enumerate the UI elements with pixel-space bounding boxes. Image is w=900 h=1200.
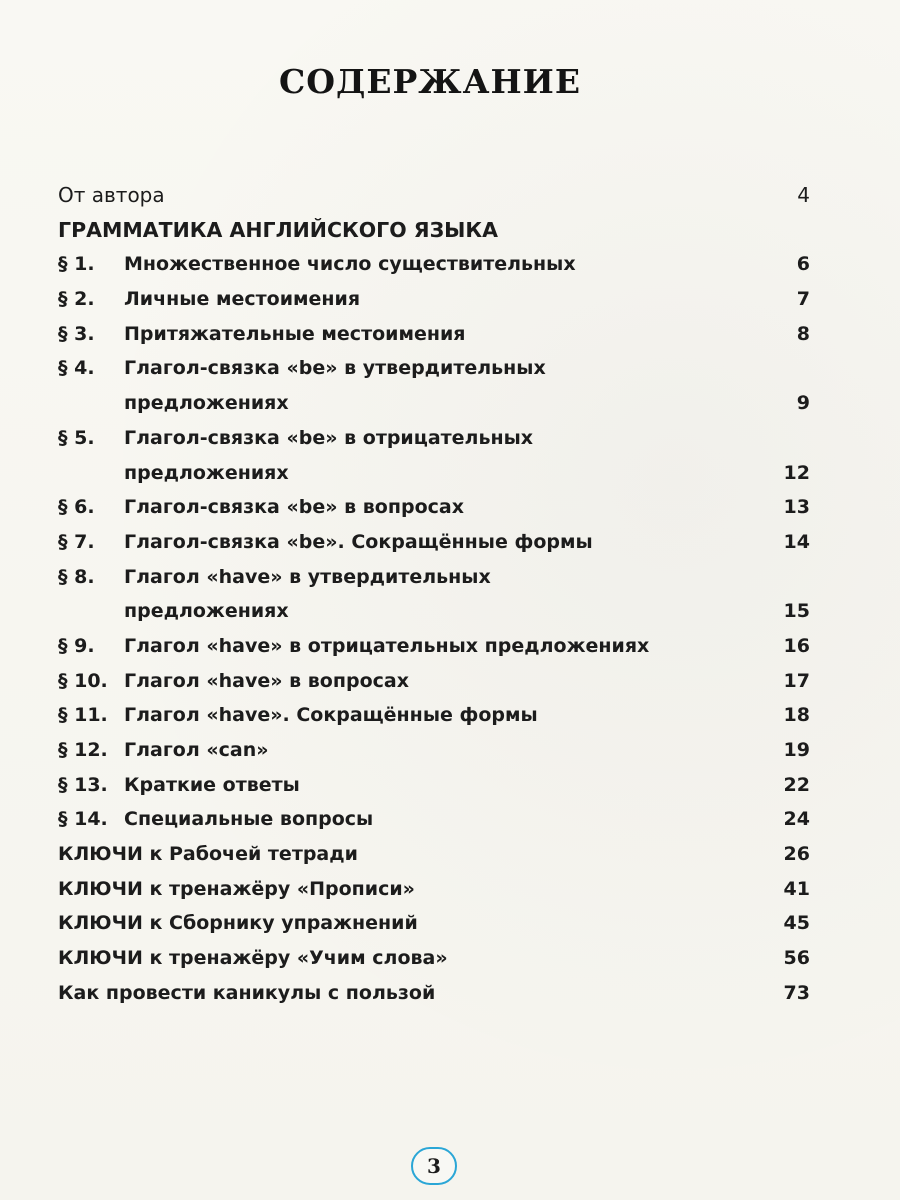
toc-entry-title: предложениях xyxy=(124,392,289,415)
toc-page-number: 73 xyxy=(783,981,810,1004)
page-title: СОДЕРЖАНИЕ xyxy=(278,62,581,101)
toc-page-number: 18 xyxy=(783,704,810,727)
toc-entry-title: Множественное число существительных xyxy=(124,253,576,276)
toc-entry-title: Глагол «have» в утвердительных xyxy=(124,565,491,588)
toc-section-number: § 11. xyxy=(58,704,108,727)
toc-page-number: 6 xyxy=(796,253,810,276)
toc-section-number: § 14. xyxy=(58,808,108,831)
toc-row xyxy=(58,351,810,386)
toc-section-number: § 9. xyxy=(58,634,95,657)
toc-page-number: 56 xyxy=(783,947,810,970)
toc-entry-title: КЛЮЧИ к Сборнику упражнений xyxy=(58,912,418,935)
toc-row xyxy=(58,421,810,456)
toc-section-number: § 12. xyxy=(58,739,108,761)
toc-section-number: § 1. xyxy=(58,253,95,276)
toc-section-number: § 2. xyxy=(58,288,95,311)
toc-entry-title: Краткие ответы xyxy=(124,773,300,796)
toc-leader-dots xyxy=(597,525,780,545)
toc-leader-dots xyxy=(468,490,780,510)
toc-row xyxy=(58,733,810,768)
toc-page-number: 16 xyxy=(783,634,810,657)
toc-entry-title: Как провести каникулы с пользой xyxy=(58,981,436,1004)
toc-section-number: § 7. xyxy=(58,530,95,553)
toc-page-number: 41 xyxy=(783,877,810,900)
toc-page-number: 17 xyxy=(783,669,810,692)
toc-row xyxy=(58,560,810,595)
toc-leader-dots xyxy=(580,247,784,267)
toc-leader-dots xyxy=(470,317,784,337)
toc-row xyxy=(58,317,810,352)
toc-row xyxy=(58,594,810,629)
toc-row xyxy=(58,282,810,317)
toc-leader-dots xyxy=(293,456,780,476)
toc-entry-title: Специальные вопросы xyxy=(124,808,374,831)
toc-row xyxy=(58,872,810,907)
toc-page-number: 8 xyxy=(796,322,810,345)
toc-row xyxy=(58,525,810,560)
toc-section-number: § 6. xyxy=(58,496,95,519)
toc-entry-title: Глагол «have» в вопросах xyxy=(124,669,409,692)
toc-entry-title: Притяжательные местоимения xyxy=(124,322,466,345)
toc-entry-title: КЛЮЧИ к тренажёру «Прописи» xyxy=(58,877,415,900)
toc-entry-title: Глагол «have». Сокращённые формы xyxy=(124,704,538,727)
toc-leader-dots xyxy=(304,768,780,788)
toc-page-number: 24 xyxy=(783,808,810,831)
toc-entry-title: Глагол «can» xyxy=(124,739,269,761)
toc-entry-title: Глагол «have» в отрицательных предложениях xyxy=(124,634,650,657)
toc-entry-title: От автора xyxy=(58,183,165,207)
toc-row xyxy=(58,976,810,1011)
toc-entry-title: КЛЮЧИ к тренажёру «Учим слова» xyxy=(58,947,448,970)
toc-row xyxy=(58,906,810,941)
toc-entry-title: предложениях xyxy=(124,461,289,484)
toc-row xyxy=(58,664,810,699)
toc-page-number: 19 xyxy=(783,739,810,761)
toc-leader-dots xyxy=(419,872,780,892)
toc-leader-dots xyxy=(413,664,780,684)
toc-leader-dots xyxy=(439,976,779,996)
toc-leader-dots xyxy=(364,282,784,302)
toc-row xyxy=(58,768,810,803)
toc-entry-title: предложениях xyxy=(124,600,289,623)
toc-leader-dots xyxy=(273,733,780,753)
toc-row xyxy=(58,490,810,525)
toc-row xyxy=(58,802,810,837)
toc-section-number: § 8. xyxy=(58,565,95,588)
toc-entry-title: Глагол-связка «be». Сокращённые формы xyxy=(124,530,593,553)
toc-row xyxy=(58,213,810,248)
toc-leader-dots xyxy=(542,698,780,718)
toc-leader-dots xyxy=(653,629,779,649)
toc-entry-title: ГРАММАТИКА АНГЛИЙСКОГО ЯЗЫКА xyxy=(58,217,499,242)
toc-entry-title: Глагол-связка «be» в отрицательных xyxy=(124,426,534,449)
toc-entry-title: Глагол-связка «be» в утвердительных xyxy=(124,357,546,380)
toc-page-number: 13 xyxy=(783,496,810,519)
page-number: 3 xyxy=(411,1147,457,1185)
toc-leader-dots xyxy=(377,802,779,822)
toc-section-number: § 10. xyxy=(58,669,108,692)
toc-section-number: § 3. xyxy=(58,322,95,345)
toc-page-number: 14 xyxy=(783,530,810,553)
toc-row xyxy=(58,837,810,872)
toc-leader-dots xyxy=(362,837,780,857)
toc-leader-dots xyxy=(452,941,780,961)
toc-leader-dots xyxy=(293,594,780,614)
toc-page-number: 22 xyxy=(783,773,810,796)
toc-page-number: 45 xyxy=(783,912,810,935)
toc-page-number: 15 xyxy=(783,600,810,623)
toc-page-number: 4 xyxy=(797,183,810,207)
toc-section-number: § 5. xyxy=(58,426,95,449)
toc-row xyxy=(58,247,810,282)
toc-row xyxy=(58,629,810,664)
toc-leader-dots xyxy=(293,386,784,406)
toc-row xyxy=(58,178,810,213)
toc-page-number: 9 xyxy=(796,392,810,415)
toc-page-number: 7 xyxy=(796,288,810,311)
toc-row xyxy=(58,941,810,976)
table-of-contents xyxy=(58,178,810,1011)
toc-leader-dots xyxy=(422,906,780,926)
toc-entry-title: Глагол-связка «be» в вопросах xyxy=(124,496,464,519)
toc-page-number: 12 xyxy=(783,461,810,484)
toc-section-number: § 13. xyxy=(58,773,108,796)
toc-section-number: § 4. xyxy=(58,357,95,380)
toc-page-number: 26 xyxy=(783,843,810,866)
toc-row xyxy=(58,698,810,733)
toc-leader-dots xyxy=(169,179,784,199)
toc-entry-title: КЛЮЧИ к Рабочей тетради xyxy=(58,843,358,866)
toc-row xyxy=(58,386,810,421)
toc-entry-title: Личные местоимения xyxy=(124,288,361,311)
toc-row xyxy=(58,456,810,491)
